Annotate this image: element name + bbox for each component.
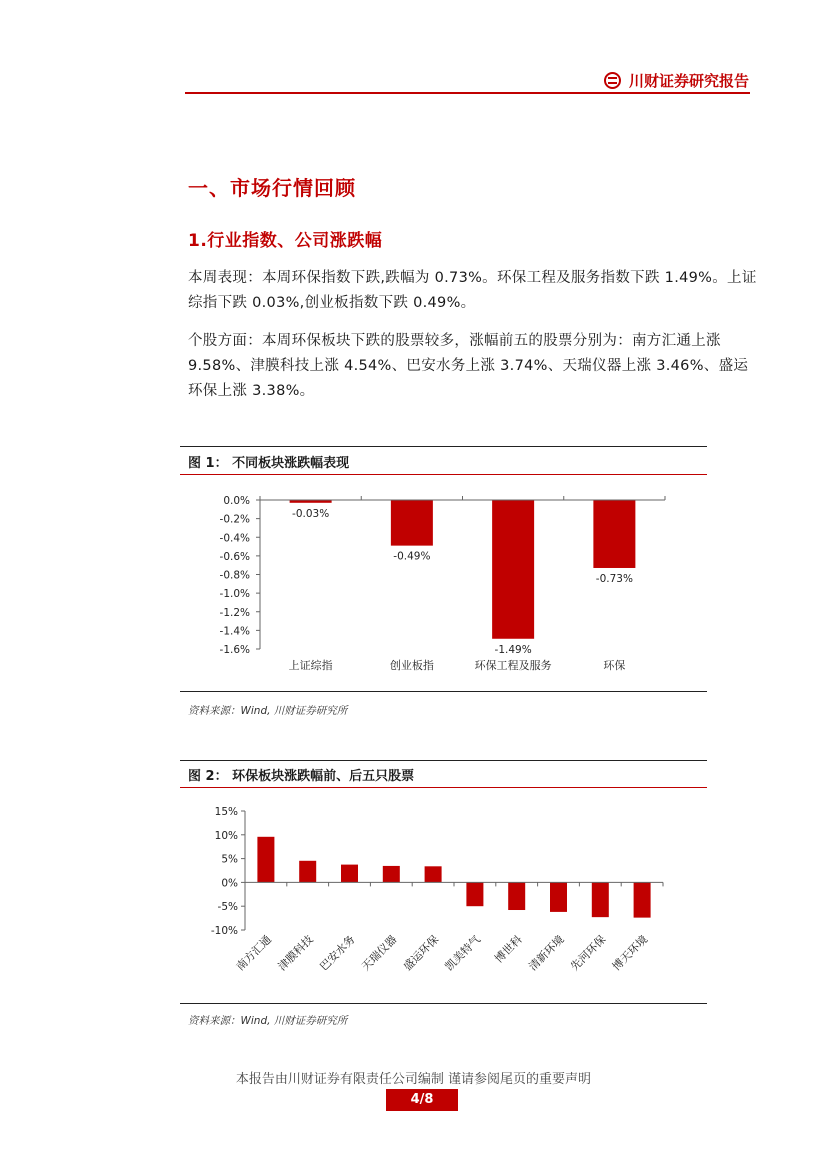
brand-name: 川财证券研究报告	[628, 72, 749, 90]
bar	[257, 837, 274, 883]
figure2-bottom-rule	[180, 1003, 707, 1004]
x-tick-label: 博天环境	[609, 932, 651, 974]
y-tick-label: -0.8%	[219, 569, 250, 582]
data-label: -0.03%	[292, 507, 330, 520]
bar	[593, 500, 635, 568]
x-tick-label: 盛运环保	[400, 932, 442, 974]
y-tick-label: 15%	[214, 806, 238, 818]
figure1-top-rule	[180, 446, 707, 447]
y-tick-label: -5%	[217, 901, 238, 914]
section-title: 一、市场行情回顾	[188, 176, 356, 200]
figure1-bottom-rule	[180, 691, 707, 692]
x-tick-label: 先河环保	[568, 932, 609, 974]
data-label: -1.49%	[494, 643, 532, 656]
bar	[391, 500, 433, 546]
y-tick-label: -10%	[210, 925, 238, 937]
figure2-title: 图 2： 环保板块涨跌幅前、后五只股票	[188, 769, 415, 784]
data-label: -0.73%	[595, 572, 633, 585]
y-tick-label: -1.0%	[219, 588, 250, 601]
x-tick-label: 上证综指	[288, 659, 333, 672]
bar	[492, 500, 534, 639]
bar	[425, 866, 442, 882]
figure2-chart	[180, 792, 707, 1000]
figure2-title-rule	[180, 787, 707, 788]
figure1-chart	[180, 478, 707, 688]
bar	[383, 866, 400, 882]
figure2-source: 资料来源：Wind, 川财证券研究所	[188, 1015, 348, 1027]
x-tick-label: 清新环境	[526, 932, 567, 974]
paragraph-weekly-performance: 本周表现：本周环保指数下跌,跌幅为 0.73%。环保工程及服务指数下跌 1.49%。上证综指下跌 0.03%,创业板指数下跌 0.49%。	[188, 270, 757, 311]
x-tick-label: 津膜科技	[275, 932, 316, 974]
y-tick-label: -1.6%	[219, 644, 250, 656]
x-tick-label: 南方汇通	[233, 932, 275, 974]
bar	[592, 882, 609, 917]
bar	[299, 861, 316, 883]
y-tick-label: -1.2%	[219, 606, 250, 619]
footer-disclaimer: 本报告由川财证券有限责任公司编制 谨请参阅尾页的重要声明	[235, 1072, 592, 1087]
bar	[466, 882, 483, 906]
bar	[508, 882, 525, 910]
y-tick-label: -0.2%	[219, 513, 250, 526]
figure1-title-rule	[180, 474, 707, 475]
header-rule	[185, 92, 750, 94]
y-tick-label: -0.6%	[219, 550, 250, 563]
x-tick-label: 凯美特气	[442, 932, 484, 974]
x-tick-label: 巴安水务	[317, 932, 358, 974]
x-tick-label: 天瑞仪器	[359, 932, 400, 974]
y-tick-label: 0%	[221, 877, 238, 890]
page-number: 4/8	[386, 1089, 458, 1111]
bar	[634, 882, 651, 917]
x-tick-label: 博世科	[492, 932, 525, 966]
y-tick-label: -1.4%	[219, 625, 250, 638]
bar	[550, 882, 567, 912]
subsection-title: 1.行业指数、公司涨跌幅	[188, 231, 383, 251]
header-brand	[604, 70, 749, 91]
x-tick-label: 环保	[603, 659, 626, 672]
x-tick-label: 环保工程及服务	[474, 659, 552, 672]
brand-logo-icon	[604, 72, 621, 89]
figure2-top-rule	[180, 760, 707, 761]
paragraph-stock-performance: 个股方面：本周环保板块下跌的股票较多，涨幅前五的股票分别为：南方汇通上涨 9.58%、津膜科技上涨 4.54%、巴安水务上涨 3.74%、天瑞仪器上涨 3.46%、盛运环保上涨 3.38%。	[188, 333, 749, 399]
figure1-title: 图 1： 不同板块涨跌幅表现	[188, 456, 350, 471]
figure1-source: 资料来源：Wind, 川财证券研究所	[188, 705, 348, 717]
y-tick-label: 0.0%	[223, 495, 250, 507]
y-tick-label: 5%	[221, 853, 238, 866]
x-tick-label: 创业板指	[389, 659, 434, 672]
data-label: -0.49%	[393, 550, 431, 563]
bar	[341, 865, 358, 883]
y-tick-label: 10%	[214, 829, 238, 842]
y-tick-label: -0.4%	[219, 532, 250, 545]
